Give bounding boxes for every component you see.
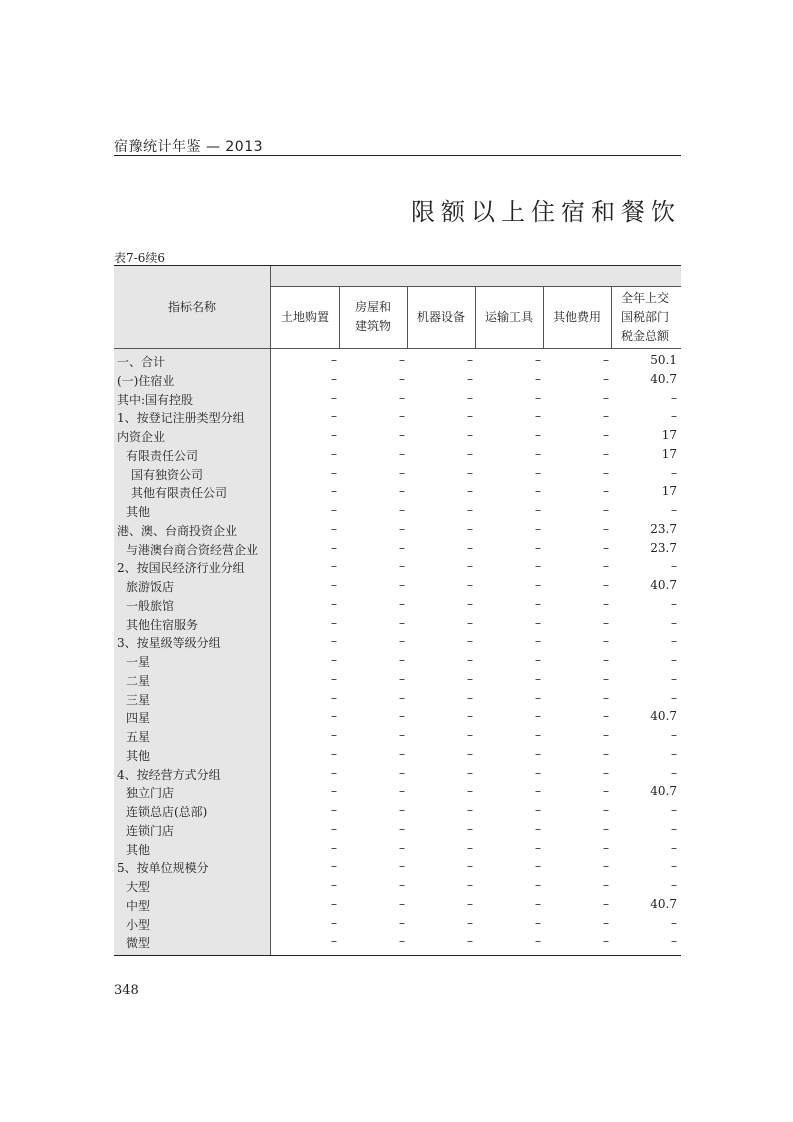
table-cell: – (331, 878, 337, 892)
table-cell: – (467, 390, 473, 405)
table-cell: – (331, 934, 337, 949)
table-cell: – (467, 578, 473, 592)
row-label: 一星 (126, 655, 151, 669)
table-cell: – (331, 371, 337, 386)
table-cell: – (671, 390, 677, 405)
table-cell: – (467, 559, 473, 574)
table-cell: – (399, 446, 405, 461)
row-label: 其他有限责任公司 (131, 486, 228, 501)
column-header-line: 全年上交 (620, 290, 669, 305)
table-cell: – (603, 446, 609, 461)
row-label: 小型 (126, 917, 151, 932)
table-cell: – (671, 728, 677, 742)
table-cell: – (535, 503, 541, 517)
table-cell: – (535, 765, 541, 780)
table-cell: – (331, 803, 337, 817)
row-label: 三星 (126, 692, 151, 707)
row-label: 与港澳台商合资经营企业 (126, 542, 259, 557)
table-cell: – (467, 821, 473, 836)
table-cell: – (399, 521, 405, 536)
row-label: 2、按国民经济行业分组 (117, 561, 245, 576)
table-cell: – (331, 690, 337, 705)
table-cell: – (467, 784, 473, 799)
table-cell: – (399, 653, 405, 667)
table-cell: – (671, 596, 677, 611)
table-cell: – (331, 784, 337, 799)
table-cell: – (467, 934, 473, 949)
table-cell: – (603, 728, 609, 742)
table-cell: – (535, 596, 541, 611)
row-label: 微型 (126, 936, 151, 951)
table-cell: – (603, 690, 609, 705)
table-cell: – (399, 859, 405, 874)
table-cell: – (535, 446, 541, 461)
table-cell: – (535, 559, 541, 574)
table-cell: – (535, 484, 541, 499)
table-cell: – (603, 353, 609, 367)
table-cell: – (331, 596, 337, 611)
table-cell: 17 (661, 428, 677, 442)
table-cell: – (399, 578, 405, 592)
table-cell: – (535, 896, 541, 911)
column-header (611, 286, 679, 348)
table-cell: – (331, 465, 337, 480)
table-cell: – (331, 653, 337, 667)
table-cell: – (467, 671, 473, 686)
row-label: 连锁总店(总部) (126, 805, 208, 819)
row-label: 连锁门店 (126, 823, 175, 838)
page-number: 348 (114, 983, 139, 998)
table-cell: – (535, 915, 541, 930)
table-cell: – (399, 915, 405, 930)
table-cell: – (603, 878, 609, 892)
table-cell: – (467, 409, 473, 424)
table-bottom-rule (114, 955, 681, 956)
table-cell: – (535, 728, 541, 742)
table-cell: – (399, 559, 405, 574)
table-cell: – (671, 634, 677, 649)
table-cell: 40.7 (650, 709, 677, 724)
table-cell: – (331, 446, 337, 461)
table-cell: – (331, 353, 337, 367)
table-cell: – (467, 446, 473, 461)
table-cell: – (467, 428, 473, 442)
table-cell: 17 (661, 446, 677, 461)
table-cell: – (535, 428, 541, 442)
table-cell: – (535, 371, 541, 386)
table-cell: – (603, 596, 609, 611)
table-cell: – (399, 409, 405, 424)
table-cell: – (399, 503, 405, 517)
column-header-line: 土地购置 (280, 309, 329, 324)
table-cell: – (603, 540, 609, 555)
table-cell: – (331, 428, 337, 442)
table-cell: – (603, 765, 609, 780)
table-cell: – (467, 690, 473, 705)
table-cell: – (603, 409, 609, 424)
table-cell: – (467, 503, 473, 517)
table-cell: – (331, 859, 337, 874)
table-cell: 50.1 (650, 353, 677, 367)
table-cell: 23.7 (650, 540, 677, 555)
row-label: 3、按星级等级分组 (117, 636, 221, 651)
table-cell: – (399, 765, 405, 780)
column-header (271, 286, 339, 348)
column-header-line: 其他费用 (552, 309, 601, 324)
table-cell: 23.7 (650, 521, 677, 536)
table-cell: – (331, 821, 337, 836)
table-cell: – (671, 503, 677, 517)
table-cell: – (399, 803, 405, 817)
table-cell: – (535, 653, 541, 667)
table-cell: – (399, 596, 405, 611)
table-cell: – (399, 428, 405, 442)
table-cell: – (399, 896, 405, 911)
table-cell: – (671, 840, 677, 855)
row-label: 大型 (126, 880, 151, 894)
table-cell: – (535, 934, 541, 949)
table-cell: 40.7 (650, 578, 677, 592)
column-header-line: 房屋和 (354, 300, 391, 314)
table-cell: – (603, 634, 609, 649)
table-cell: – (671, 465, 677, 480)
table-cell: – (467, 371, 473, 386)
row-label: 旅游饭店 (126, 580, 175, 594)
row-label: 内资企业 (117, 430, 166, 444)
table-cell: 40.7 (650, 371, 677, 386)
table-cell: – (399, 746, 405, 761)
table-cell: – (467, 709, 473, 724)
table-cell: – (535, 746, 541, 761)
table-cell: – (671, 934, 677, 949)
stub-divider (270, 266, 271, 955)
table-cell: – (535, 353, 541, 367)
table-cell: – (331, 709, 337, 724)
column-header (339, 286, 407, 348)
table-cell: – (467, 728, 473, 742)
table-cell: – (399, 840, 405, 855)
section-title: 限额以上住宿和餐饮 (411, 198, 681, 226)
table-cell: 40.7 (650, 784, 677, 799)
row-label: 二星 (126, 673, 151, 688)
table-cell: – (535, 671, 541, 686)
table-cell: – (467, 896, 473, 911)
table-cell: – (399, 390, 405, 405)
table-top-rule (114, 265, 681, 266)
table-cell: – (671, 671, 677, 686)
table-cell: – (331, 896, 337, 911)
header-rule (114, 155, 681, 156)
table-cell: – (671, 615, 677, 630)
table-cell: – (603, 671, 609, 686)
table-cell: – (603, 559, 609, 574)
table-cell: – (399, 540, 405, 555)
table-cell: – (671, 653, 677, 667)
column-header (475, 286, 543, 348)
row-label: 5、按单位规模分 (117, 861, 209, 876)
table-cell: – (331, 728, 337, 742)
table-cell: – (399, 821, 405, 836)
table-cell: – (671, 765, 677, 780)
table-cell: – (535, 578, 541, 592)
table-cell: – (331, 746, 337, 761)
table-cell: – (331, 765, 337, 780)
table-cell: – (603, 803, 609, 817)
row-label: 独立门店 (126, 786, 175, 801)
table-cell: – (331, 671, 337, 686)
table-cell: – (331, 484, 337, 499)
table-cell: – (467, 746, 473, 761)
row-label: 其中:国有控股 (117, 392, 194, 407)
row-label: 一般旅馆 (126, 598, 175, 613)
row-label: 一、合计 (117, 355, 166, 369)
table-cell: – (671, 746, 677, 761)
row-label: 其他 (126, 748, 151, 763)
table-cell: – (603, 934, 609, 949)
stub-header: 指标名称 (167, 300, 216, 314)
table-cell: – (331, 578, 337, 592)
column-header-line: 国税部门 (620, 309, 669, 324)
table-cell: – (467, 840, 473, 855)
table-cell: – (535, 709, 541, 724)
table-cell: – (603, 503, 609, 517)
table-cell: – (467, 615, 473, 630)
table-cell: – (399, 934, 405, 949)
table-cell: – (399, 484, 405, 499)
row-label: 中型 (126, 898, 151, 913)
table-cell: – (467, 596, 473, 611)
table-cell: – (399, 353, 405, 367)
row-label: 港、澳、台商投资企业 (117, 523, 238, 538)
table-cell: – (331, 521, 337, 536)
table-cell: – (671, 859, 677, 874)
table-cell: – (535, 390, 541, 405)
table-cell: – (331, 615, 337, 630)
table-cell: – (331, 503, 337, 517)
table-cell: – (467, 540, 473, 555)
table-cell: – (603, 615, 609, 630)
header-bottom-rule (114, 348, 681, 349)
table-cell: – (399, 690, 405, 705)
table-cell: – (671, 559, 677, 574)
table-cell: – (467, 915, 473, 930)
table-cell: – (535, 521, 541, 536)
table-cell: – (603, 390, 609, 405)
table-cell: – (603, 746, 609, 761)
table-cell: – (603, 484, 609, 499)
table-cell: – (603, 465, 609, 480)
table-cell: – (535, 821, 541, 836)
table-cell: – (535, 840, 541, 855)
table-cell: – (331, 390, 337, 405)
table-cell: – (671, 803, 677, 817)
table-cell: – (671, 821, 677, 836)
table-cell: – (331, 559, 337, 574)
table-cell: – (603, 821, 609, 836)
row-label: 1、按登记注册类型分组 (117, 411, 245, 426)
row-label: 其他 (126, 842, 151, 857)
table-cell: – (331, 540, 337, 555)
table-cell: – (467, 803, 473, 817)
table-cell: – (535, 690, 541, 705)
table-cell: – (603, 859, 609, 874)
table-cell: – (603, 896, 609, 911)
table-cell: – (399, 371, 405, 386)
table-cell: – (535, 634, 541, 649)
row-label: 国有独资公司 (131, 467, 204, 482)
table-cell: – (671, 878, 677, 892)
row-label: 四星 (126, 711, 151, 726)
table-cell: – (467, 521, 473, 536)
table-cell: – (603, 428, 609, 442)
column-header-line: 税金总额 (620, 328, 669, 343)
table-cell: – (671, 915, 677, 930)
table-caption: 表7-6续6 (114, 251, 165, 265)
table-cell: – (535, 540, 541, 555)
table-cell: – (535, 859, 541, 874)
row-label: 其他 (126, 505, 151, 519)
table-cell: – (467, 465, 473, 480)
table-cell: – (671, 690, 677, 705)
table-cell: – (603, 653, 609, 667)
table-cell: – (603, 371, 609, 386)
header-band-background (271, 266, 681, 286)
table-cell: – (535, 878, 541, 892)
table-cell: – (535, 465, 541, 480)
column-header-line: 运输工具 (484, 309, 533, 324)
row-label: 其他住宿服务 (126, 617, 199, 632)
table-cell: – (535, 784, 541, 799)
table-cell: – (399, 634, 405, 649)
column-header (407, 286, 475, 348)
table-cell: 17 (661, 484, 677, 499)
row-label: (一)住宿业 (117, 373, 175, 388)
table-cell: – (467, 765, 473, 780)
table-cell: – (331, 409, 337, 424)
table-cell: – (603, 915, 609, 930)
running-header: 宿豫统计年鉴 — 2013 (114, 139, 264, 155)
table-cell: – (399, 615, 405, 630)
column-header (543, 286, 611, 348)
table-cell: – (399, 878, 405, 892)
table-cell: – (535, 409, 541, 424)
table-cell: – (467, 859, 473, 874)
table-cell: – (603, 521, 609, 536)
table-cell: – (331, 840, 337, 855)
table-cell: – (331, 634, 337, 649)
table-cell: – (467, 634, 473, 649)
table-cell: – (467, 878, 473, 892)
row-label: 五星 (126, 730, 151, 744)
table-cell: – (467, 484, 473, 499)
row-label: 有限责任公司 (126, 448, 199, 463)
table-cell: – (399, 671, 405, 686)
table-cell: – (535, 615, 541, 630)
table-cell: 40.7 (650, 896, 677, 911)
table-cell: – (399, 465, 405, 480)
table-cell: – (603, 784, 609, 799)
table-cell: – (331, 915, 337, 930)
table-cell: – (535, 803, 541, 817)
table-cell: – (467, 653, 473, 667)
table-cell: – (399, 728, 405, 742)
table-cell: – (467, 353, 473, 367)
table-cell: – (603, 709, 609, 724)
column-header-line: 机器设备 (416, 309, 465, 324)
column-header-line: 建筑物 (354, 319, 391, 333)
table-cell: – (603, 578, 609, 592)
row-label: 4、按经营方式分组 (117, 767, 221, 782)
table-cell: – (399, 709, 405, 724)
table-cell: – (399, 784, 405, 799)
table-cell: – (671, 409, 677, 424)
table-cell: – (603, 840, 609, 855)
